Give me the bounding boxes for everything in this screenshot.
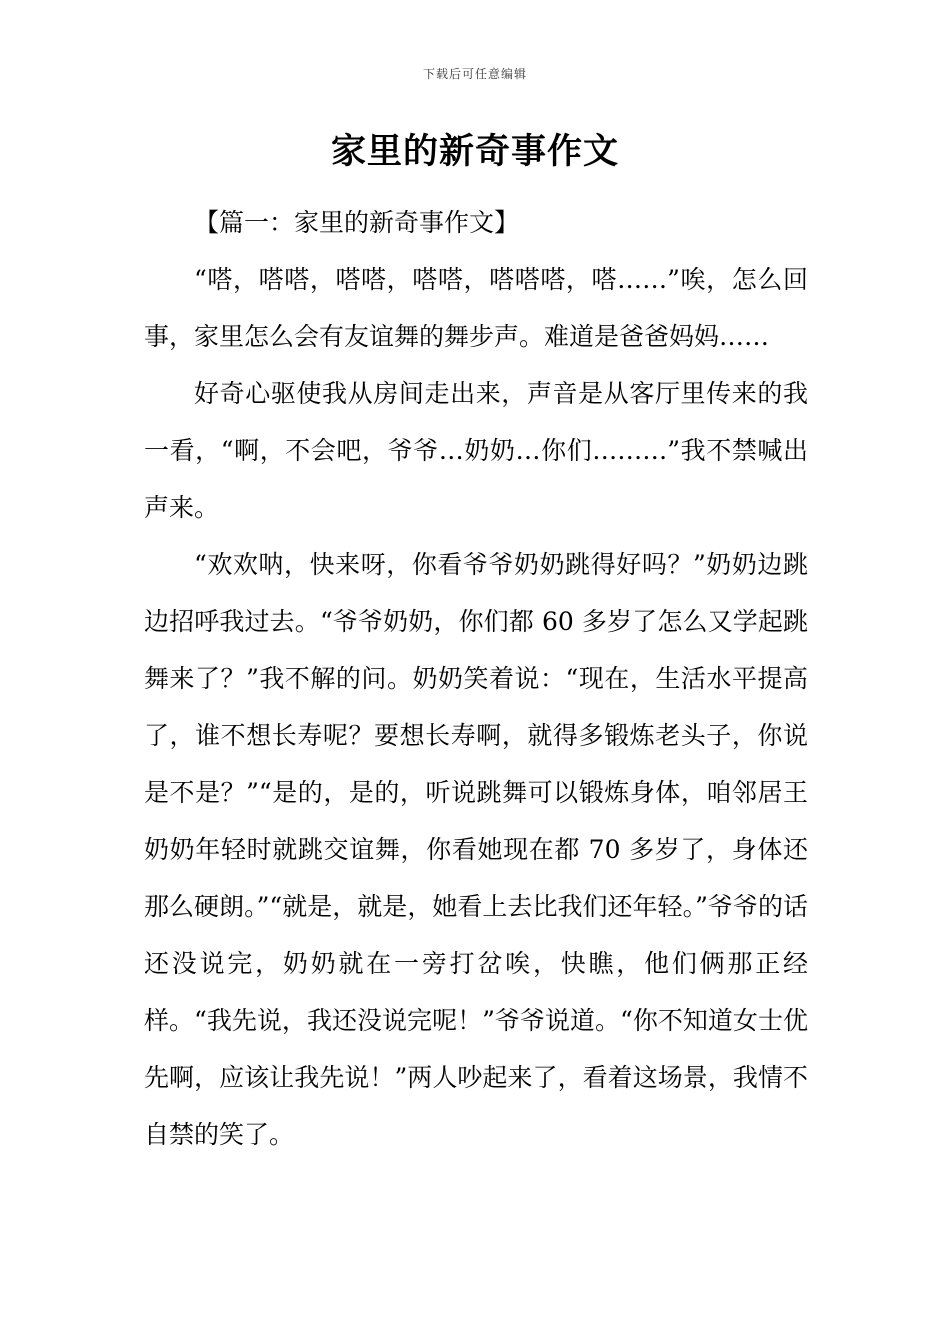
document-title: 家里的新奇事作文	[330, 132, 619, 172]
paragraph-1: “嗒，嗒嗒，嗒嗒，嗒嗒，嗒嗒嗒，嗒……”唉，怎么回事，家里怎么会有友谊舞的舞步声。难道是爸爸妈妈……	[144, 265, 808, 351]
paragraph-3: “欢欢呐，快来呀，你看爷爷奶奶跳得好吗？”奶奶边跳边招呼我过去。“爷爷奶奶，你们都 60 多岁了怎么又学起跳舞来了？”我不解的问。奶奶笑着说：“现在，生活水平提高了，谁不想长寿呢？要想长寿啊，就得多锻炼老头子，你说是不是？”“是的，是的，听说跳舞可以锻炼身体，咱邻居王奶奶年轻时就跳交谊舞，你看她现在都 70 多岁了，身体还那么硬朗。”“就是，就是，她看上去比我们还年轻。”爷爷的话还没说完，奶奶就在一旁打岔唉，快瞧，他们俩那正经样。“我先说，我还没说完呢！”爷爷说道。“你不知道女士优先啊，应该让我先说！”两人吵起来了，看着这场景，我情不自禁的笑了。	[144, 550, 808, 1149]
section-heading: 【篇一：家里的新奇事作文】	[194, 208, 520, 237]
header-note: 下载后可任意编辑	[422, 67, 527, 81]
document-body	[144, 194, 808, 1163]
paragraph-2: 好奇心驱使我从房间走出来，声音是从客厅里传来的我一看，“啊，不会吧，爷爷…奶奶…你们………”我不禁喊出声来。	[144, 379, 808, 522]
